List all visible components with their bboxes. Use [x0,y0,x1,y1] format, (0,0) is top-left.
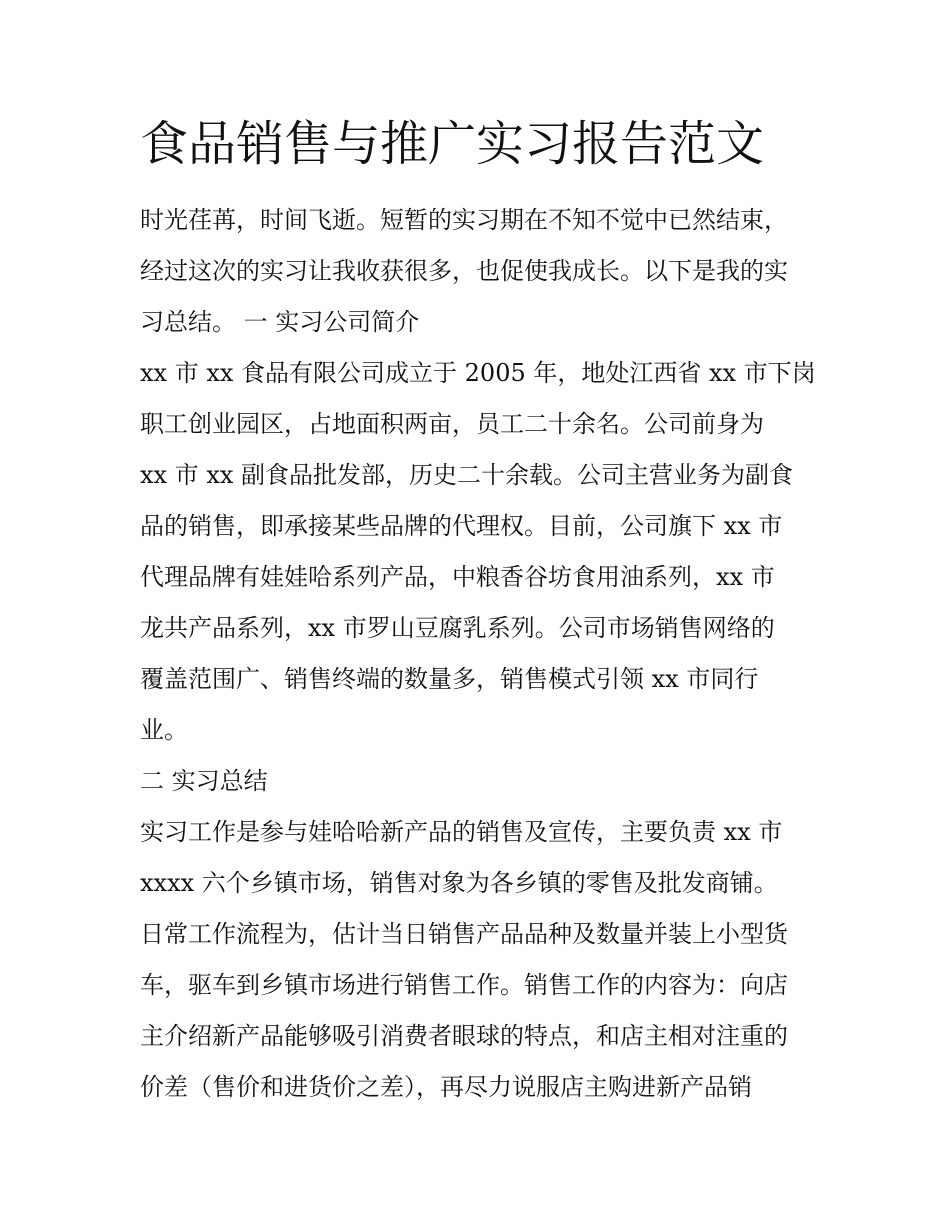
body-line: 经过这次的实习让我收获很多，也促使我成长。以下是我的实 [140,257,788,285]
body-line: 时光荏苒，时间飞逝。短暂的实习期在不知不觉中已然结束， [140,206,788,234]
body-line: 主介绍新产品能够吸引消费者眼球的特点，和店主相对注重的 [140,1022,788,1050]
body-line: 龙共产品系列，xx 市罗山豆腐乳系列。公司市场销售网络的 [140,614,775,642]
body-line: 习总结。 一 实习公司简介 [140,308,420,336]
document-title: 食品销售与推广实习报告范文 [140,116,765,172]
body-line: 代理品牌有娃娃哈系列产品，中粮香谷坊食用油系列，xx 市 [140,563,775,591]
section-heading: 二 实习总结 [140,767,268,795]
body-line: 价差（售价和进货价之差），再尽力说服店主购进新产品销 [140,1073,752,1101]
body-line: xx 市 xx 食品有限公司成立于 2005 年，地处江西省 xx 市下岗 [140,359,816,387]
body-line: 车，驱车到乡镇市场进行销售工作。销售工作的内容为：向店 [140,971,788,999]
body-line: 品的销售，即承接某些品牌的代理权。目前，公司旗下 xx 市 [140,512,783,540]
body-line: 实习工作是参与娃哈哈新产品的销售及宣传，主要负责 xx 市 [140,818,783,846]
body-line: xxxx 六个乡镇市场，销售对象为各乡镇的零售及批发商铺。 [140,869,778,897]
body-line: xx 市 xx 副食品批发部，历史二十余载。公司主营业务为副食 [140,461,794,489]
body-line: 业。 [140,716,188,744]
body-line: 日常工作流程为，估计当日销售产品品种及数量并装上小型货 [140,920,788,948]
body-line: 覆盖范围广、销售终端的数量多，销售模式引领 xx 市同行 [140,665,759,693]
body-line: 职工创业园区，占地面积两亩，员工二十余名。公司前身为 [140,410,764,438]
